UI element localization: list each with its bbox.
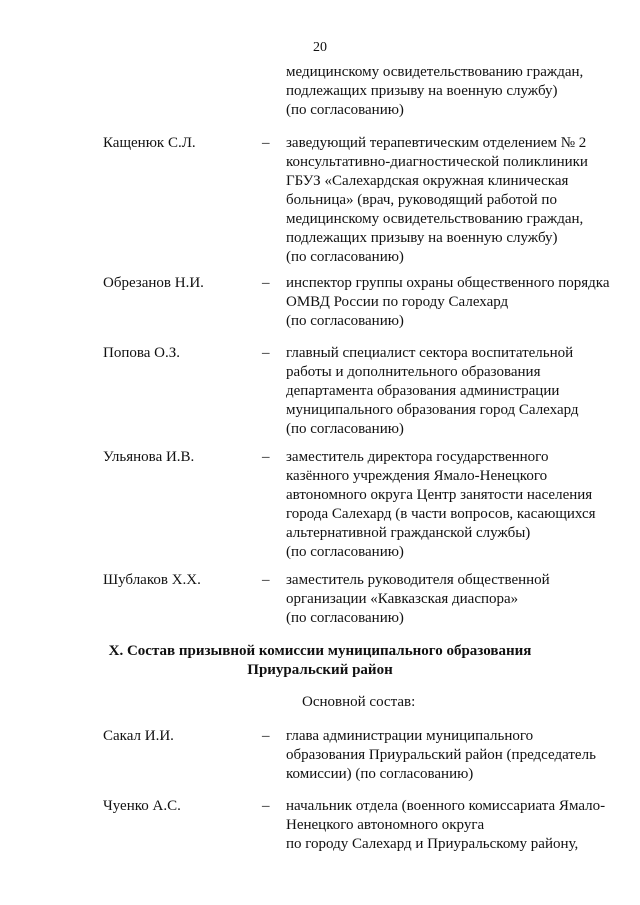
member-position xyxy=(286,274,626,331)
member-dash: – xyxy=(262,275,270,291)
intro-line: подлежащих призыву на военную службу) xyxy=(286,83,558,99)
section-subtitle: Основной состав: xyxy=(302,694,416,710)
member-dash: – xyxy=(262,728,270,744)
position-line: (по согласованию) xyxy=(286,544,404,560)
position-line: заместитель руководителя общественной xyxy=(286,572,550,588)
page-number: 20 xyxy=(313,40,327,55)
position-line: казённого учреждения Ямало-Ненецкого xyxy=(286,468,548,484)
intro-lines xyxy=(286,63,626,120)
member-position xyxy=(286,344,626,439)
position-line: медицинскому освидетельствованию граждан, xyxy=(286,211,584,227)
section-title-line: X. Состав призывной комиссии муниципального образования xyxy=(108,643,532,659)
position-line: глава администрации муниципального xyxy=(286,728,534,744)
position-line: организации «Кавказская диаспора» xyxy=(286,591,519,607)
intro-line: медицинскому освидетельствованию граждан, xyxy=(286,64,584,80)
member-position xyxy=(286,727,626,784)
position-line: департамента образования администрации xyxy=(286,383,560,399)
position-line: больница» (врач, руководящий работой по xyxy=(286,192,557,208)
position-line: главный специалист сектора воспитательной xyxy=(286,345,574,361)
section-title xyxy=(0,642,640,680)
position-line: консультативно-диагностической поликлиники xyxy=(286,154,588,170)
member-name: Ульянова И.В. xyxy=(103,449,195,465)
member-dash: – xyxy=(262,135,270,151)
member-dash: – xyxy=(262,572,270,588)
member-position xyxy=(286,571,626,628)
position-line: ОМВД России по городу Салехард xyxy=(286,294,509,310)
position-line: (по согласованию) xyxy=(286,421,404,437)
position-line: комиссии) (по согласованию) xyxy=(286,766,474,782)
position-line: начальник отдела (военного комиссариата Ямало- xyxy=(286,798,606,814)
member-position xyxy=(286,797,626,854)
position-line: альтернативной гражданской службы) xyxy=(286,525,531,541)
position-line: Ненецкого автономного округа xyxy=(286,817,485,833)
position-line: работы и дополнительного образования xyxy=(286,364,541,380)
member-name: Кащенюк С.Л. xyxy=(103,135,196,151)
member-name: Сакал И.И. xyxy=(103,728,174,744)
member-name: Чуенко А.С. xyxy=(103,798,181,814)
position-line: инспектор группы охраны общественного порядка xyxy=(286,275,610,291)
position-line: образования Приуральский район (председатель xyxy=(286,747,596,763)
member-name: Обрезанов Н.И. xyxy=(103,275,204,291)
position-line: города Салехард (в части вопросов, касающихся xyxy=(286,506,596,522)
member-name: Попова О.З. xyxy=(103,345,180,361)
position-line: по городу Салехард и Приуральскому району, xyxy=(286,836,579,852)
member-dash: – xyxy=(262,345,270,361)
member-position xyxy=(286,448,626,562)
position-line: (по согласованию) xyxy=(286,610,404,626)
member-dash: – xyxy=(262,798,270,814)
position-line: заместитель директора государственного xyxy=(286,449,549,465)
position-line: (по согласованию) xyxy=(286,313,404,329)
position-line: ГБУЗ «Салехардская окружная клиническая xyxy=(286,173,569,189)
section-title-line: Приуральский район xyxy=(247,662,393,678)
position-line: (по согласованию) xyxy=(286,249,404,265)
position-line: подлежащих призыву на военную службу) xyxy=(286,230,558,246)
member-name: Шублаков Х.Х. xyxy=(103,572,201,588)
intro-line: (по согласованию) xyxy=(286,102,404,118)
member-dash: – xyxy=(262,449,270,465)
member-position xyxy=(286,134,626,267)
position-line: автономного округа Центр занятости населения xyxy=(286,487,593,503)
position-line: муниципального образования город Салехард xyxy=(286,402,579,418)
position-line: заведующий терапевтическим отделением № 2 xyxy=(286,135,587,151)
